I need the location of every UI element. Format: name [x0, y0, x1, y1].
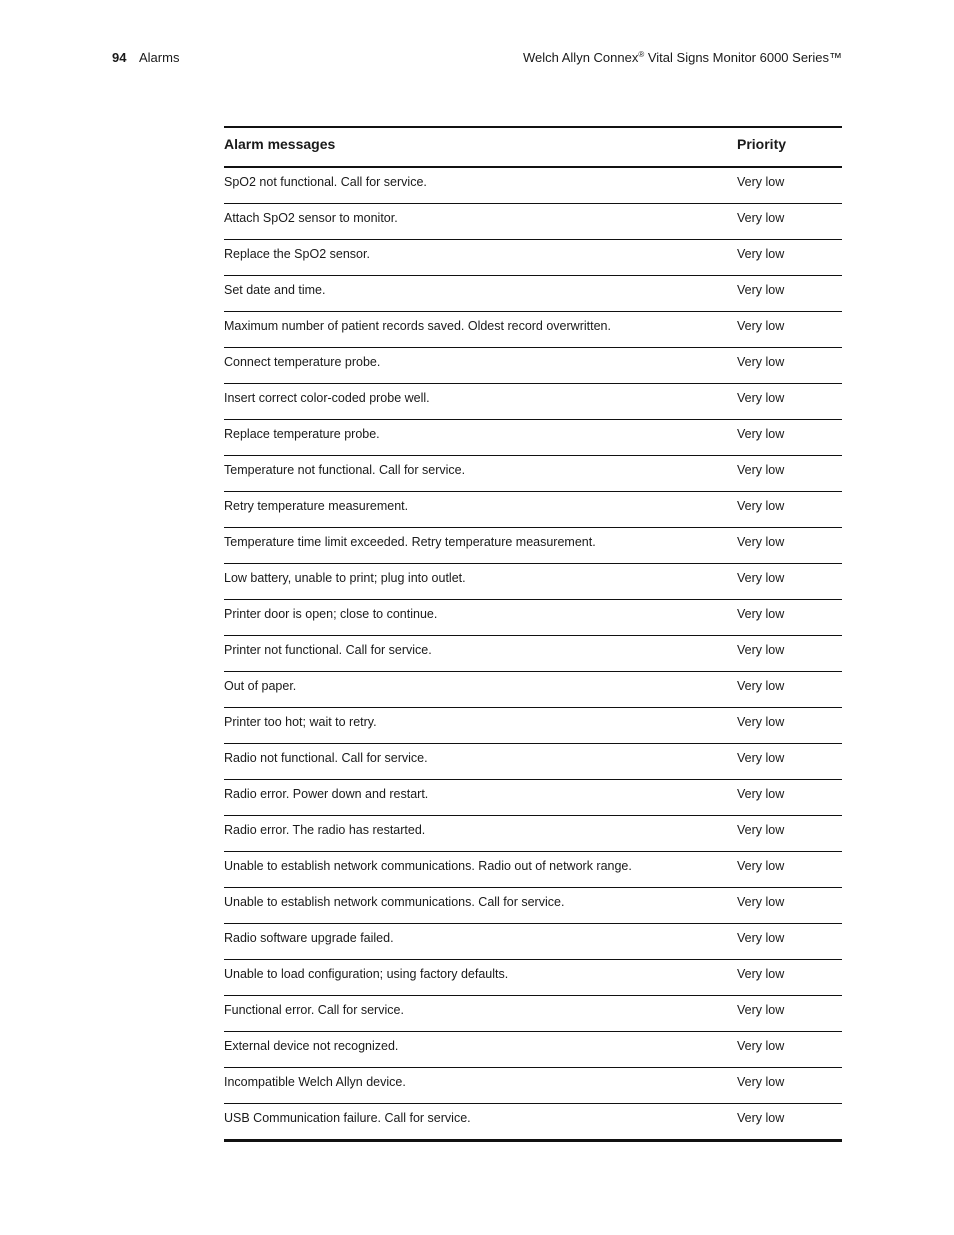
alarm-priority: Very low — [737, 787, 785, 801]
alarm-message: Temperature not functional. Call for service. — [224, 463, 466, 477]
alarm-priority: Very low — [737, 1075, 785, 1089]
table-row — [224, 383, 842, 419]
table-row — [224, 527, 842, 563]
alarm-message: Replace the SpO2 sensor. — [224, 247, 370, 261]
table-row — [224, 743, 842, 779]
document-title-rest: Vital Signs Monitor 6000 Series™ — [644, 50, 842, 65]
table-row — [224, 887, 842, 923]
page-header — [112, 50, 842, 70]
table-row — [224, 275, 842, 311]
alarm-message: Radio software upgrade failed. — [224, 931, 394, 945]
alarm-priority: Very low — [737, 175, 785, 189]
alarm-priority: Very low — [737, 895, 785, 909]
alarm-message: Out of paper. — [224, 679, 297, 693]
table-row — [224, 419, 842, 455]
table-body — [224, 168, 842, 1139]
table-row — [224, 1103, 842, 1139]
alarm-message: Radio not functional. Call for service. — [224, 751, 428, 765]
table-row — [224, 779, 842, 815]
alarm-priority: Very low — [737, 283, 785, 297]
document-title-main: Welch Allyn Connex — [522, 50, 639, 65]
alarm-priority: Very low — [737, 823, 785, 837]
alarm-priority: Very low — [737, 931, 785, 945]
table-row — [224, 455, 842, 491]
alarm-message: Printer door is open; close to continue. — [224, 607, 438, 621]
alarm-message: Unable to establish network communications. Radio out of network range. — [224, 859, 632, 873]
alarm-priority: Very low — [737, 679, 785, 693]
page-number: 94 — [112, 50, 127, 65]
table-row — [224, 563, 842, 599]
alarm-priority: Very low — [737, 247, 785, 261]
alarm-message: Temperature time limit exceeded. Retry temperature measurement. — [224, 535, 596, 549]
alarm-message: Connect temperature probe. — [224, 355, 381, 369]
alarm-priority: Very low — [737, 355, 785, 369]
alarm-message: Radio error. Power down and restart. — [224, 787, 429, 801]
alarm-message: Printer not functional. Call for service. — [224, 643, 432, 657]
alarm-message: Printer too hot; wait to retry. — [224, 715, 377, 729]
table-row — [224, 635, 842, 671]
alarm-message: Unable to load configuration; using factory defaults. — [224, 967, 509, 981]
alarm-message: Maximum number of patient records saved. Oldest record overwritten. — [224, 319, 611, 333]
table-row — [224, 671, 842, 707]
alarm-message: Functional error. Call for service. — [224, 1003, 404, 1017]
table-row — [224, 815, 842, 851]
alarm-priority: Very low — [737, 211, 785, 225]
table-header — [224, 128, 842, 168]
alarm-priority: Very low — [737, 535, 785, 549]
table-row — [224, 347, 842, 383]
alarm-message: SpO2 not functional. Call for service. — [224, 175, 427, 189]
alarm-priority: Very low — [737, 1111, 785, 1125]
alarm-priority: Very low — [737, 571, 785, 585]
alarm-priority: Very low — [737, 427, 785, 441]
alarm-priority: Very low — [737, 607, 785, 621]
table-row — [224, 168, 842, 203]
registered-mark: ® — [638, 50, 645, 59]
section-name: Alarms — [139, 50, 180, 65]
alarm-priority: Very low — [737, 715, 785, 729]
alarm-message: Replace temperature probe. — [224, 427, 380, 441]
alarm-priority: Very low — [737, 391, 785, 405]
alarm-priority: Very low — [737, 751, 785, 765]
table-row — [224, 1031, 842, 1067]
column-header-alarm-messages: Alarm messages — [224, 136, 336, 152]
alarm-message: Set date and time. — [224, 283, 326, 297]
alarm-priority: Very low — [737, 1003, 785, 1017]
table-row — [224, 851, 842, 887]
alarm-message: Retry temperature measurement. — [224, 499, 409, 513]
alarm-priority: Very low — [737, 319, 785, 333]
alarm-priority: Very low — [737, 1039, 785, 1053]
alarm-message: External device not recognized. — [224, 1039, 399, 1053]
alarm-priority: Very low — [737, 859, 785, 873]
alarm-message: Attach SpO2 sensor to monitor. — [224, 211, 398, 225]
alarm-priority: Very low — [737, 499, 785, 513]
alarm-message: Low battery, unable to print; plug into outlet. — [224, 571, 466, 585]
table-row — [224, 239, 842, 275]
alarm-priority: Very low — [737, 643, 785, 657]
alarm-priority: Very low — [737, 463, 785, 477]
table-row — [224, 203, 842, 239]
table-row — [224, 491, 842, 527]
column-header-priority: Priority — [737, 136, 787, 152]
alarm-message: Insert correct color-coded probe well. — [224, 391, 430, 405]
table-row — [224, 995, 842, 1031]
alarm-message: Incompatible Welch Allyn device. — [224, 1075, 406, 1089]
document-title — [523, 50, 842, 65]
table-row — [224, 923, 842, 959]
table-row — [224, 1067, 842, 1103]
table-row — [224, 707, 842, 743]
alarm-message: Unable to establish network communications. Call for service. — [224, 895, 565, 909]
table-row — [224, 311, 842, 347]
alarm-message: Radio error. The radio has restarted. — [224, 823, 426, 837]
alarm-priority: Very low — [737, 967, 785, 981]
table-row — [224, 959, 842, 995]
alarm-messages-table — [224, 126, 842, 1142]
alarm-message: USB Communication failure. Call for service. — [224, 1111, 471, 1125]
table-row — [224, 599, 842, 635]
